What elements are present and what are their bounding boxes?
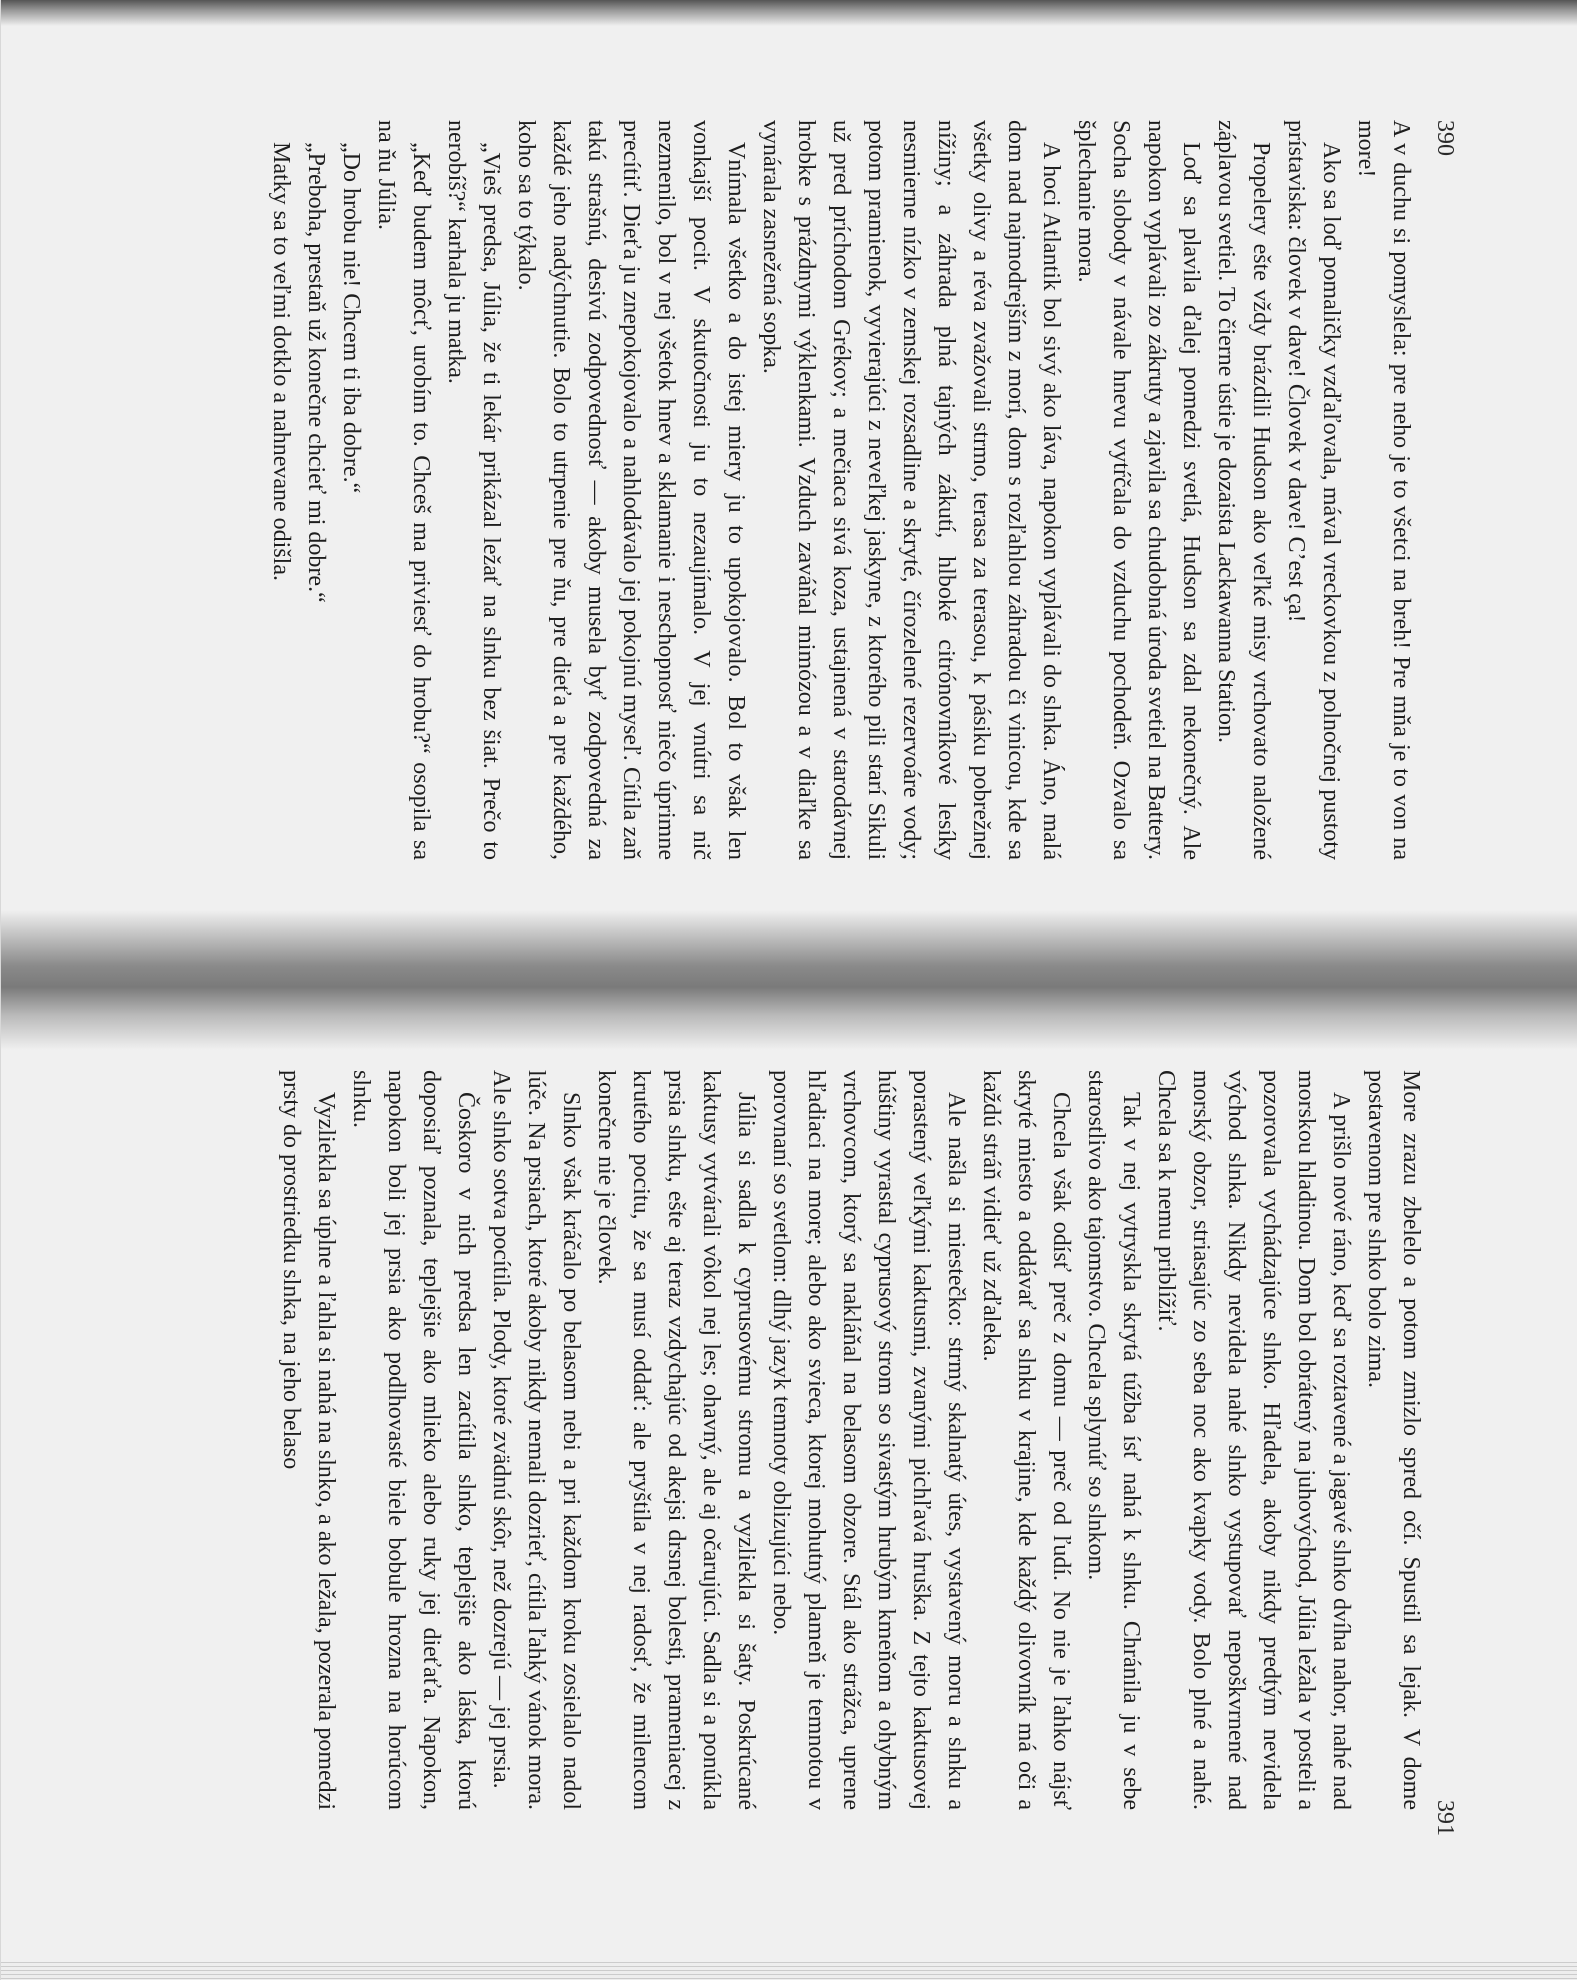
page-391-rotated-content (1, 990, 1577, 1980)
paragraph: Chcela však odísť preč z domu — preč od ľudí. No nie je ľahko nájsť skryté miesto a oddávať sa slnku v krajine, kde každý olivovník má oči a každú stráň vidieť už zďaleka. (978, 1070, 1074, 1810)
paragraph: Loď sa plavila ďalej pomedzi svetlá, Hudson sa zdal nekonečný. Ale napokon vyplávali zo zákruty a zjavila sa chudobná úroda svetiel na Battery. Socha slobody v návale hnevu vytŕčala do vzduchu pochodeň. Ozvalo sa šplechanie mora. (1073, 120, 1204, 860)
paragraph: Čoskoro v nich predsa len zacítila slnko, teplejšie ako láska, ktorú doposiaľ poznala, teplejšie ako mlieko alebo ruky jej dieťaťa. Napokon, napokon boli jej prsia ako podlhovasté biele bobule hrozna na horúcom slnku. (348, 1070, 479, 1810)
paragraph: Vnímala všetko a do istej miery ju to upokojovalo. Bol to však len vonkajší pocit. V skutočnosti ju to nezaujímalo. V jej vnútri sa nič nezmenilo, bol v nej všetok hnev a sklamanie i neschopnosť niečo úprimne precítiť. Dieťa ju znepokojovalo a nahlodávalo jej pokojnú myseľ. Cítila zaň takú strašnú, desivú zodpovednosť — akoby musela byť zodpovedná za každé jeho nadýchnutie. Bolo to utrpenie pre ňu, pre dieťa a pre každého, koho sa to týkalo. (513, 120, 749, 860)
paragraph: A prišlo nové ráno, keď sa roztavené a jagavé slnko dvíha nahor, nahé nad morskou hladinou. Dom bol obrátený na juhovýchod, Júlia ležala v posteli a pozorovala vychádzajúce slnko. Hľadela, akoby nikdy predtým nevidela východ slnka. Nikdy nevidela nahé slnko vystupovať nepoškvrnené nad morský obzor, striasajúc zo seba noc ako kvapky vody. Bolo plné a nahé. Chcela sa k nemu priblížiť. (1153, 1070, 1354, 1810)
paragraph: Slnko však kráčalo po belasom nebi a pri každom kroku zosielalo nadol lúče. Na prsiach, ktoré akoby nikdy nemali dozrieť, cítila ľahký vánok mora. Ale slnko sotva pocítila. Plody, ktoré zvädnú skôr, než dozrejú — jej prsia. (488, 1070, 584, 1810)
page-391 (1, 990, 1577, 1980)
paragraph: Júlia si sadla k cyprusovému stromu a vyzliekla si šaty. Poskrúcané kaktusy vytvárali vôkol nej les; ohavný, ale aj očarujúci. Sadla si a ponúkla prsia slnku, ešte aj teraz vzdychajúc od akejsi drsnej bolesti, prameniacej z krutého pocitu, že sa musí oddať: ale pryštila v nej radosť, že milencom konečne nie je človek. (593, 1070, 759, 1810)
page-number: 390 (1432, 120, 1458, 156)
page-390 (1, 0, 1577, 990)
paragraph: Matky sa to veľmi dotklo a nahnevane odišla. (268, 142, 294, 581)
page-edge-lines (1, 1962, 1577, 1980)
paragraph: A hoci Atlantik bol sivý ako láva, napokon vyplávali do slnka. Áno, malá dom nad najmodrejším z morí, dom s rozľahlou záhradou či vinicou, kde sa všetky olivy a réva zvažovali strmo, terasa za terasou, k pásiku pobrežnej nížiny; a záhrada plná tajných zákutí, hlboké citrónovníkové lesíky nesmierne nízko v zemskej rozsadline a skryté, čírozelené rezervoáre vody; potom pramienok, vyvierajúci z neveľkej jaskyne, z ktorého pili starí Sikuli už pred príchodom Grékov; a mečiaca sivá koza, ustajnená v starodávnej hrobke s prázdnymi výklenkami. Vzduch zaváňal mimózou a v diaľke sa vynárala zasnežená sopka. (758, 120, 1064, 860)
paragraph: More zrazu zbelelo a potom zmizlo spred očí. Spustil sa lejak. V dome postavenom pre slnko bolo zima. (1363, 1070, 1424, 1810)
paragraph: Tak v nej vytryskla skrytá túžba ísť nahá k slnku. Chránila ju v sebe starostlivo ako tajomstvo. Chcela splynúť so slnkom. (1083, 1070, 1144, 1810)
paragraph: „Vieš predsa, Júlia, že ti lekár prikázal ležať na slnku bez šiat. Prečo to nerobíš?“ karhala ju matka. (443, 120, 504, 860)
paragraph: Ako sa loď pomaličky vzďaľovala, mával vreckovkou z polnočnej pustoty prístaviska: človek v dave! Človek v dave! C’est ça! (1283, 120, 1344, 860)
paragraph: Ale našla si miestečko: strmý skalnatý útes, vystavený moru a slnku a porastený veľkými kaktusmi, zvanými pichľavá hruška. Z tejto kaktusovej húštiny vyrastal cyprusový strom so sivastým hrubým kmeňom a ohybným vrchovcom, ktorý sa nakláňal na belasom obzore. Stál ako strážca, uprene hľadiaci na more; alebo ako svieca, ktorej mohutný plameň je temnotou v porovnaní so svetlom: dlhý jazyk temnoty oblizujúci nebo. (768, 1070, 969, 1810)
paragraph: A v duchu si pomyslela: pre neho je to všetci na breh! Pre mňa je to von na more! (1353, 120, 1414, 860)
paragraph: „Preboha, prestaň už konečne chcieť mi dobre.“ (303, 142, 329, 603)
page-391-text (1, 1070, 1428, 1810)
page-390-rotated-content (1, 0, 1577, 990)
paragraph: „Do hrobu nie! Chcem ti iba dobre.“ (338, 142, 364, 494)
paragraph: „Keď budem môcť, urobím to. Chceš ma priviesť do hrobu?“ osopila sa na ňu Júlia. (373, 120, 434, 860)
paragraph: Propelery ešte vždy brázdili Hudson ako veľké misy vrchovato naložené záplavou svetiel. To čierne ústie je dozaista Lackawanna Station. (1213, 120, 1274, 860)
page-number: 391 (1432, 1800, 1458, 1836)
page-390-text (1, 120, 1418, 860)
paragraph: Vyzliekla sa úplne a ľahla si nahá na slnko, a ako ležala, pozerala pomedzi prsty do prostriedku slnka, na jeho belaso (278, 1070, 339, 1810)
